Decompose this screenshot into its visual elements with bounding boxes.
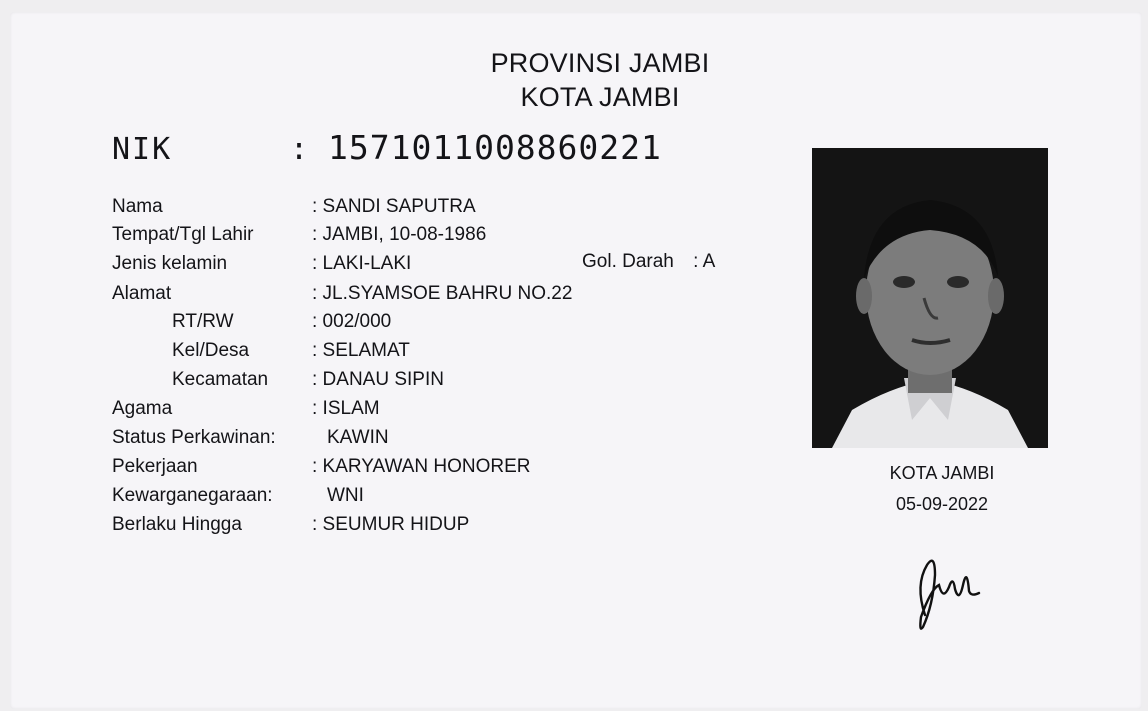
field-label: RT/RW	[172, 311, 234, 332]
field-value: : JL.SYAMSOE BAHRU NO.22	[312, 283, 573, 304]
issue-city: KOTA JAMBI	[889, 463, 995, 483]
portrait-image	[812, 148, 1048, 448]
issue-date: 05-09-2022	[895, 494, 989, 514]
field-value: : ISLAM	[312, 398, 380, 419]
signature	[905, 545, 985, 635]
blood-value: : A	[693, 251, 716, 272]
field-value: : SELAMAT	[312, 340, 410, 361]
field-value: : SEUMUR HIDUP	[312, 514, 470, 535]
field-label: Kecamatan	[172, 369, 269, 390]
id-photo	[812, 148, 1048, 448]
field-value: : JAMBI, 10-08-1986	[312, 224, 487, 245]
field-value: : 002/000	[312, 311, 392, 332]
field-label: Nama	[112, 196, 163, 217]
field-label: Jenis kelamin	[112, 253, 228, 274]
nik-label: NIK	[112, 132, 173, 167]
field-value: : DANAU SIPIN	[312, 369, 444, 390]
field-label: Agama	[112, 398, 173, 419]
field-label: Pekerjaan	[112, 456, 198, 477]
field-label: Tempat/Tgl Lahir	[112, 224, 254, 245]
blood-label: Gol. Darah	[582, 251, 674, 272]
field-label: Berlaku Hingga	[112, 514, 242, 535]
province-title: PROVINSI JAMBI	[490, 48, 710, 78]
nik-value: 1571011008860221	[328, 128, 662, 167]
field-label: Alamat	[112, 283, 172, 304]
field-gol-darah	[582, 251, 715, 273]
nik-colon: :	[290, 132, 309, 167]
field-value: : SANDI SAPUTRA	[312, 196, 476, 217]
field-value: WNI	[327, 485, 364, 506]
field-value: KAWIN	[327, 427, 389, 448]
field-label: Kewarganegaraan:	[112, 485, 273, 506]
card-header	[420, 46, 780, 114]
city-title: KOTA JAMBI	[520, 82, 680, 112]
field-label: Kel/Desa	[172, 340, 250, 361]
field-value: : KARYAWAN HONORER	[312, 456, 531, 477]
field-label: Status Perkawinan:	[112, 427, 276, 448]
field-value: : LAKI-LAKI	[312, 253, 412, 274]
